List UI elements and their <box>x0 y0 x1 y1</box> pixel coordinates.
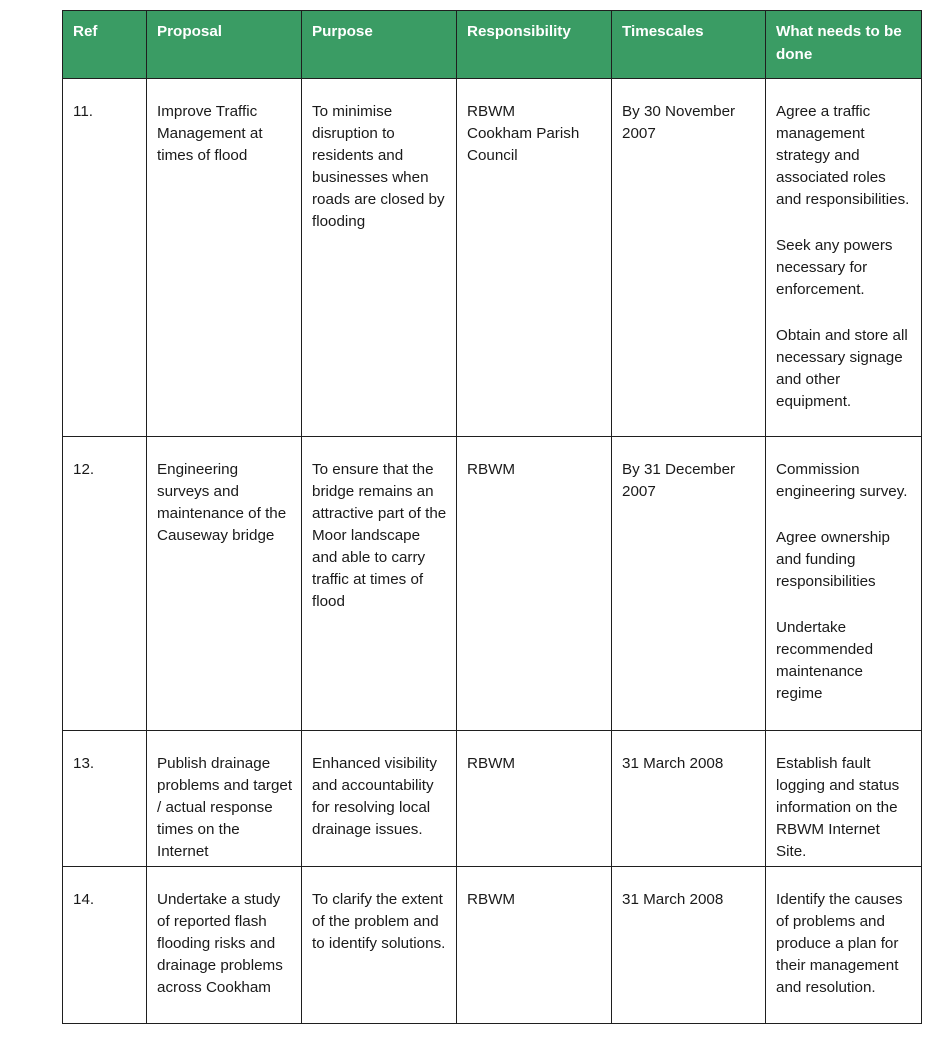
header-what-needs-to-be-done <box>766 11 922 79</box>
header-purpose: Purpose <box>302 11 457 79</box>
todo-item: Obtain and store all necessary signage and other equipment. <box>776 327 908 410</box>
cell-timescales: By 31 December 2007 <box>612 437 766 731</box>
header-proposal: Proposal <box>147 11 302 79</box>
cell-ref: 12. <box>63 437 147 731</box>
responsibility-entry: RBWM <box>467 755 516 772</box>
table-header-row <box>63 11 922 79</box>
cell-proposal: Engineering surveys and maintenance of the Causeway bridge <box>147 437 302 731</box>
action-plan-table <box>62 10 922 1024</box>
cell-purpose: To minimise disruption to residents and businesses when roads are closed by flooding <box>302 79 457 437</box>
cell-ref: 13. <box>63 731 147 867</box>
cell-purpose: To clarify the extent of the problem and to identify solutions. <box>302 867 457 1024</box>
todo-item: Commission engineering survey. <box>776 461 908 500</box>
cell-proposal: Publish drainage problems and target / actual response times on the Internet <box>147 731 302 867</box>
header-todo-line1: What needs to be <box>776 23 902 40</box>
cell-timescales: 31 March 2008 <box>612 731 766 867</box>
header-todo-line2: done <box>776 46 813 63</box>
responsibility-entry: Cookham Parish Council <box>467 125 580 164</box>
table-row <box>63 867 922 1024</box>
todo-item: Undertake recommended maintenance regime <box>776 619 874 702</box>
header-ref: Ref <box>63 11 147 79</box>
cell-ref: 11. <box>63 79 147 437</box>
cell-responsibility <box>457 437 612 731</box>
cell-responsibility <box>457 867 612 1024</box>
table-row <box>63 731 922 867</box>
cell-todo <box>766 731 922 867</box>
header-responsibility: Responsibility <box>457 11 612 79</box>
cell-ref: 14. <box>63 867 147 1024</box>
responsibility-entry: RBWM <box>467 103 516 120</box>
cell-timescales: By 30 November 2007 <box>612 79 766 437</box>
cell-purpose: To ensure that the bridge remains an attractive part of the Moor landscape and able to carry traffic at times of flood <box>302 437 457 731</box>
cell-timescales: 31 March 2008 <box>612 867 766 1024</box>
table-row <box>63 437 922 731</box>
cell-responsibility <box>457 79 612 437</box>
table-row <box>63 79 922 437</box>
cell-todo <box>766 79 922 437</box>
todo-item: Seek any powers necessary for enforcement. <box>776 237 893 298</box>
todo-item: Establish fault logging and status information on the RBWM Internet Site. <box>776 755 900 860</box>
cell-todo <box>766 867 922 1024</box>
todo-item: Agree a traffic management strategy and associated roles and responsibilities. <box>776 103 910 208</box>
cell-todo <box>766 437 922 731</box>
todo-item: Identify the causes of problems and produce a plan for their management and resolution. <box>776 891 903 996</box>
cell-proposal: Improve Traffic Management at times of flood <box>147 79 302 437</box>
cell-responsibility <box>457 731 612 867</box>
cell-purpose: Enhanced visibility and accountability for resolving local drainage issues. <box>302 731 457 867</box>
cell-proposal: Undertake a study of reported flash flooding risks and drainage problems across Cookham <box>147 867 302 1024</box>
responsibility-entry: RBWM <box>467 461 516 478</box>
header-timescales: Timescales <box>612 11 766 79</box>
todo-item: Agree ownership and funding responsibilities <box>776 529 890 590</box>
responsibility-entry: RBWM <box>467 891 516 908</box>
